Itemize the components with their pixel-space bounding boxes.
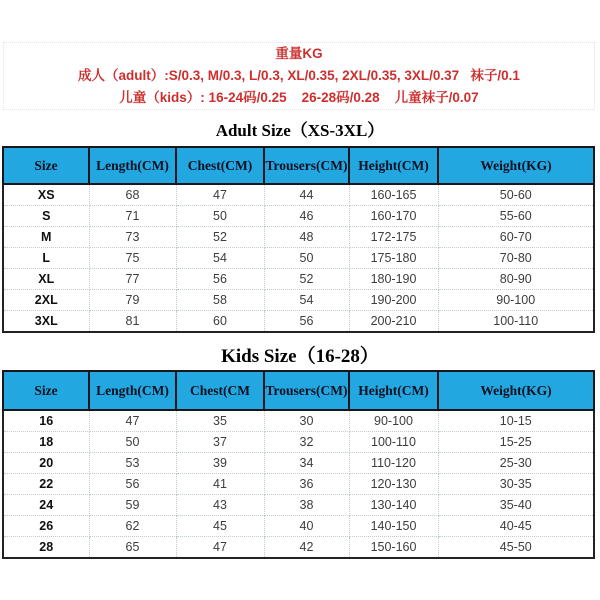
- measurement-cell: 140-150: [349, 516, 438, 537]
- measurement-cell: 62: [89, 516, 176, 537]
- table-row: [3, 248, 594, 269]
- column-header: Weight(KG): [438, 147, 594, 184]
- measurement-cell: 35-40: [438, 495, 594, 516]
- header-row: [3, 147, 594, 184]
- measurement-cell: 175-180: [349, 248, 438, 269]
- column-header: Height(CM): [349, 371, 438, 410]
- column-header: Size: [3, 371, 89, 410]
- row-size-cell: 26: [3, 516, 89, 537]
- measurement-cell: 43: [176, 495, 264, 516]
- row-size-cell: 16: [3, 410, 89, 432]
- measurement-cell: 36: [264, 474, 349, 495]
- measurement-cell: 59: [89, 495, 176, 516]
- measurement-cell: 15-25: [438, 432, 594, 453]
- kids-size-title: Kids Size（16-28）: [221, 346, 379, 367]
- measurement-cell: 40: [264, 516, 349, 537]
- measurement-cell: 100-110: [349, 432, 438, 453]
- row-size-cell: XS: [3, 184, 89, 206]
- column-header: Trousers(CM): [264, 147, 349, 184]
- column-header: Length(CM): [89, 147, 176, 184]
- table-row: [3, 206, 594, 227]
- adult-table-header: [3, 147, 594, 184]
- kids-weight-note: 儿童（kids）: 16-24码/0.25 26-28码/0.28 儿童袜子/0.07: [119, 90, 479, 105]
- table-row: [3, 474, 594, 495]
- measurement-cell: 77: [89, 269, 176, 290]
- measurement-cell: 50-60: [438, 184, 594, 206]
- measurement-cell: 44: [264, 184, 349, 206]
- column-header: Size: [3, 147, 89, 184]
- row-size-cell: 20: [3, 453, 89, 474]
- measurement-cell: 41: [176, 474, 264, 495]
- measurement-cell: 50: [176, 206, 264, 227]
- measurement-cell: 47: [176, 537, 264, 559]
- measurement-cell: 42: [264, 537, 349, 559]
- row-size-cell: 22: [3, 474, 89, 495]
- column-header: Chest(CM: [176, 371, 264, 410]
- measurement-cell: 10-15: [438, 410, 594, 432]
- row-size-cell: L: [3, 248, 89, 269]
- measurement-cell: 80-90: [438, 269, 594, 290]
- measurement-cell: 48: [264, 227, 349, 248]
- measurement-cell: 68: [89, 184, 176, 206]
- row-size-cell: 24: [3, 495, 89, 516]
- row-size-cell: XL: [3, 269, 89, 290]
- table-row: [3, 290, 594, 311]
- table-row: [3, 537, 594, 559]
- adult-weight-note: 成人（adult）:S/0.3, M/0.3, L/0.3, XL/0.35, 2XL/0.35, 3XL/0.37 袜子/0.1: [78, 68, 520, 83]
- weight-note-title: 重量KG: [275, 46, 323, 61]
- measurement-cell: 45: [176, 516, 264, 537]
- measurement-cell: 56: [264, 311, 349, 333]
- measurement-cell: 34: [264, 453, 349, 474]
- measurement-cell: 52: [264, 269, 349, 290]
- measurement-cell: 110-120: [349, 453, 438, 474]
- table-row: [3, 432, 594, 453]
- measurement-cell: 100-110: [438, 311, 594, 333]
- column-header: Chest(CM): [176, 147, 264, 184]
- column-header: Trousers(CM): [264, 371, 349, 410]
- measurement-cell: 47: [89, 410, 176, 432]
- measurement-cell: 71: [89, 206, 176, 227]
- measurement-cell: 30-35: [438, 474, 594, 495]
- measurement-cell: 56: [89, 474, 176, 495]
- measurement-cell: 160-170: [349, 206, 438, 227]
- measurement-cell: 81: [89, 311, 176, 333]
- measurement-cell: 46: [264, 206, 349, 227]
- measurement-cell: 37: [176, 432, 264, 453]
- measurement-cell: 56: [176, 269, 264, 290]
- measurement-cell: 58: [176, 290, 264, 311]
- measurement-cell: 50: [264, 248, 349, 269]
- row-size-cell: S: [3, 206, 89, 227]
- measurement-cell: 47: [176, 184, 264, 206]
- measurement-cell: 90-100: [349, 410, 438, 432]
- measurement-cell: 70-80: [438, 248, 594, 269]
- measurement-cell: 52: [176, 227, 264, 248]
- measurement-cell: 160-165: [349, 184, 438, 206]
- kids-table-body: [3, 410, 594, 558]
- header-row: [3, 371, 594, 410]
- measurement-cell: 38: [264, 495, 349, 516]
- measurement-cell: 39: [176, 453, 264, 474]
- measurement-cell: 200-210: [349, 311, 438, 333]
- measurement-cell: 180-190: [349, 269, 438, 290]
- kids-size-table: [2, 370, 595, 559]
- measurement-cell: 172-175: [349, 227, 438, 248]
- measurement-cell: 54: [176, 248, 264, 269]
- table-row: [3, 453, 594, 474]
- measurement-cell: 190-200: [349, 290, 438, 311]
- row-size-cell: 18: [3, 432, 89, 453]
- measurement-cell: 35: [176, 410, 264, 432]
- measurement-cell: 55-60: [438, 206, 594, 227]
- column-header: Length(CM): [89, 371, 176, 410]
- measurement-cell: 73: [89, 227, 176, 248]
- table-row: [3, 495, 594, 516]
- row-size-cell: 28: [3, 537, 89, 559]
- measurement-cell: 25-30: [438, 453, 594, 474]
- measurement-cell: 120-130: [349, 474, 438, 495]
- row-size-cell: M: [3, 227, 89, 248]
- measurement-cell: 75: [89, 248, 176, 269]
- measurement-cell: 60-70: [438, 227, 594, 248]
- table-row: [3, 516, 594, 537]
- table-row: [3, 184, 594, 206]
- row-size-cell: 3XL: [3, 311, 89, 333]
- measurement-cell: 40-45: [438, 516, 594, 537]
- measurement-cell: 150-160: [349, 537, 438, 559]
- measurement-cell: 53: [89, 453, 176, 474]
- column-header: Height(CM): [349, 147, 438, 184]
- measurement-cell: 54: [264, 290, 349, 311]
- measurement-cell: 30: [264, 410, 349, 432]
- weight-note-box: [3, 42, 595, 110]
- row-size-cell: 2XL: [3, 290, 89, 311]
- measurement-cell: 65: [89, 537, 176, 559]
- measurement-cell: 45-50: [438, 537, 594, 559]
- adult-size-title: Adult Size（XS-3XL）: [215, 121, 385, 140]
- adult-table-body: [3, 184, 594, 332]
- adult-size-table: [2, 146, 595, 333]
- measurement-cell: 130-140: [349, 495, 438, 516]
- measurement-cell: 50: [89, 432, 176, 453]
- table-row: [3, 227, 594, 248]
- measurement-cell: 32: [264, 432, 349, 453]
- kids-table-header: [3, 371, 594, 410]
- table-row: [3, 410, 594, 432]
- measurement-cell: 60: [176, 311, 264, 333]
- column-header: Weight(KG): [438, 371, 594, 410]
- table-row: [3, 311, 594, 333]
- measurement-cell: 79: [89, 290, 176, 311]
- measurement-cell: 90-100: [438, 290, 594, 311]
- table-row: [3, 269, 594, 290]
